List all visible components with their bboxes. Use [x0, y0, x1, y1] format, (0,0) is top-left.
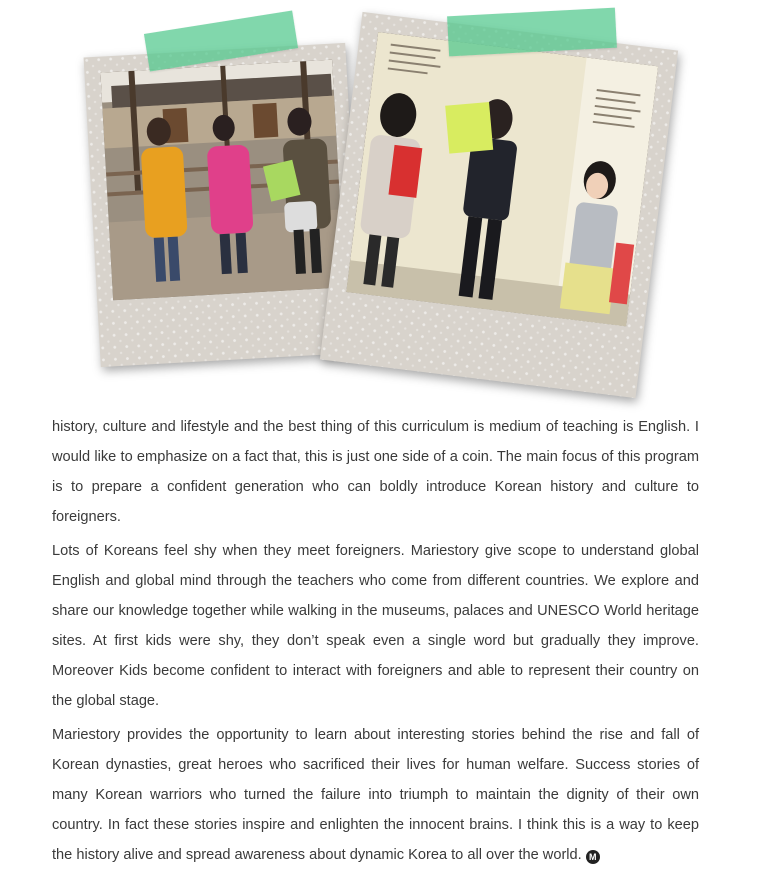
students-at-museum-photo	[346, 32, 658, 326]
polaroid-frame-right	[320, 12, 678, 398]
polaroid-frame-left	[84, 43, 363, 367]
article-body	[52, 412, 699, 874]
end-mark-icon: M	[586, 850, 600, 864]
paragraph-3	[52, 720, 699, 870]
paragraph-3-text: Mariestory provides the opportunity to learn about interesting stories behind the rise and fall of Korean dynasties, great heroes who sacrificed their lives for human welfare. Success stories of many Korean warriors who turned the failure into triumph to maintain the dignity of their own country. In fact these stories inspire and enlighten the innocent brains. I think this is a way to keep the history alive and spread awareness about dynamic Korea to all over the world.	[52, 727, 699, 863]
students-at-palace-photo	[100, 60, 344, 301]
paragraph-1: history, culture and lifestyle and the best thing of this curriculum is medium of teaching is English. I would like to emphasize on a fact that, this is just one side of a coin. The main focus of this program is to prepare a confident generation who can boldly introduce Korean history and culture to foreigners.	[52, 419, 699, 525]
paragraph-2: Lots of Koreans feel shy when they meet foreigners. Mariestory give scope to understand global English and global mind through the teachers who come from different countries. We explore and share our knowledge together while walking in the museums, palaces and UNESCO World heritage sites. At first kids were shy, they don’t speak even a single word but gradually they improve. Moreover Kids become confident to interact with foreigners and able to represent their country on the global stage.	[52, 543, 699, 709]
